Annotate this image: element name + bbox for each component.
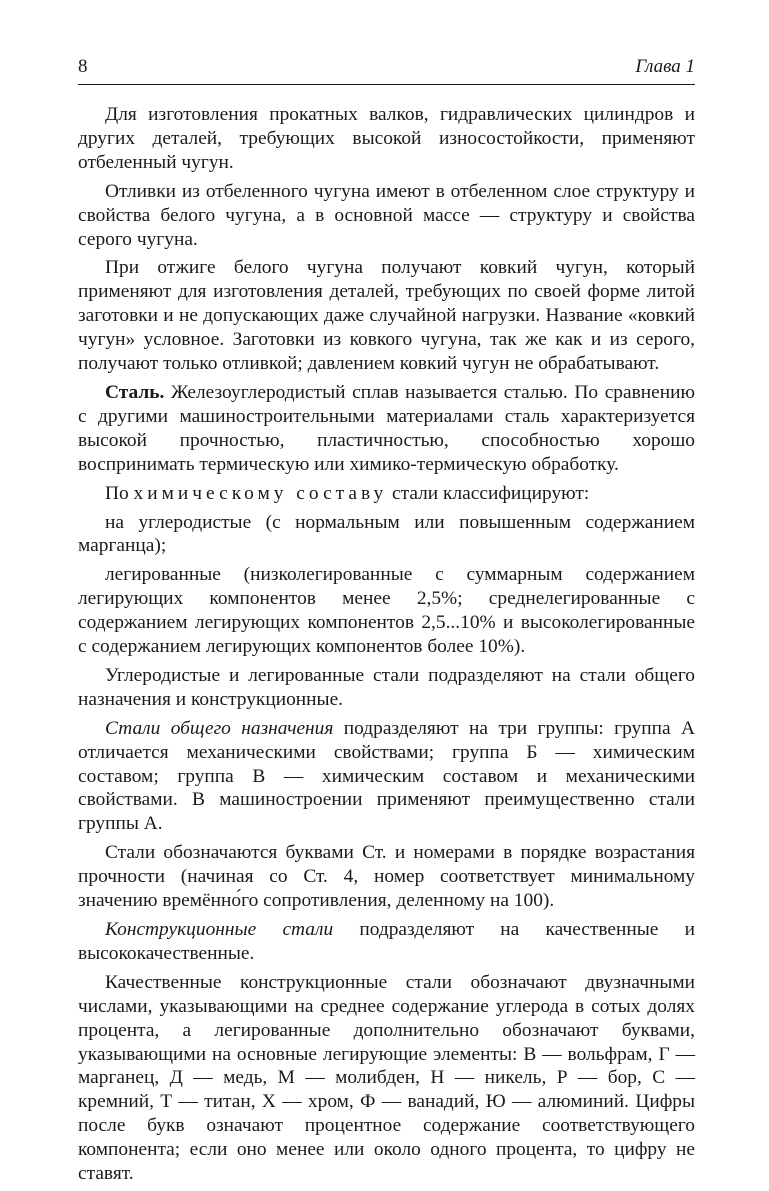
paragraph-structural-steels — [78, 918, 695, 966]
list-item-alloy-steels: легированные (низколегированные с суммарным содержанием легирующих компонентов менее 2,5%; среднелегированные с содержанием легирующих компонентов 2,5...10% и высоколегированные с содержанием легирующих компонентов более 10%). — [78, 564, 695, 658]
classification-lead: По — [105, 482, 134, 504]
paragraph-white-cast-iron-use: Для изготовления прокатных валков, гидравлических цилиндров и других деталей, требующих высокой износостойкости, применяют отбеленный чугун. — [78, 104, 695, 173]
paragraph-general-purpose-steels — [78, 717, 695, 837]
term-general-purpose-steels: Стали общего назначения — [105, 717, 334, 739]
body-text — [78, 103, 695, 1191]
page-header — [78, 56, 695, 85]
paragraph-steel-designation: Стали обозначаются буквами Ст. и номерами в порядке возрастания прочности (начиная со Ст. 4, номер соответствует минимальному значению времённо́го сопротивления, деленному на 100). — [78, 842, 695, 912]
term-structural-steels: Конструкционные стали — [105, 919, 334, 940]
paragraph-steel-subdivision: Углеродистые и легированные стали подразделяют на стали общего назначения и конструкционные. — [78, 664, 695, 710]
paragraph-classification-intro — [78, 482, 695, 506]
chapter-title: Глава 1 — [635, 56, 695, 77]
general-purpose-steels-text: подразделяют на три группы: группа А отличается механическими свойствами; группа Б — химическим составом; группа В — химическим составом и механическими свойствами. В машиностроении применяют преимущественно стали группы А. — [78, 717, 695, 835]
term-steel: Сталь. — [105, 381, 165, 403]
classification-emphasis: химическому составу — [133, 482, 388, 504]
paragraph-steel-definition — [78, 381, 695, 477]
structural-steels-text: подразделяют на качественные и высококачественные. — [78, 919, 695, 964]
list-item-carbon-steels: на углеродистые (с нормальным или повышенным содержанием марганца); — [78, 511, 695, 557]
paragraph-malleable-iron: При отжиге белого чугуна получают ковкий чугун, который применяют для изготовления деталей, требующих по своей форме литой заготовки и не допускающих даже случайной нагрузки. Название «ковкий чугун» условное. Заготовки из ковкого чугуна, так же как и из серого, получают только отливкой; давлением ковкий чугун не обрабатывают. — [78, 257, 695, 375]
classification-rest: стали классифицируют: — [387, 482, 590, 504]
paragraph-chilled-castings: Отливки из отбеленного чугуна имеют в отбеленном слое структуру и свойства белого чугуна, а в основной массе — структуру и свойства серого чугуна. — [78, 180, 695, 250]
steel-definition-text: Железоуглеродистый сплав называется сталью. По сравнению с другими машиностроительными материалами сталь характеризуется высокой прочностью, пластичностью, способностью хорошо воспринимать термическую или химико-термическую обработку. — [78, 381, 695, 475]
page-number: 8 — [78, 56, 88, 77]
paragraph-quality-steel-marking: Качественные конструкционные стали обозначают двузначными числами, указывающими на среднее содержание углерода в сотых долях процента, а легированные дополнительно обозначают буквами, указывающими на основные легирующие элементы: В — вольфрам, Г — марганец, Д — медь, М — молибден, Н — никель, Р — бор, С — кремний, Т — титан, Х — хром, Ф — ванадий, Ю — алюминий. Цифры после букв означают процентное содержание соответствующего компонента; если оно менее или около одного процента, то цифру не ставят. — [78, 971, 695, 1185]
